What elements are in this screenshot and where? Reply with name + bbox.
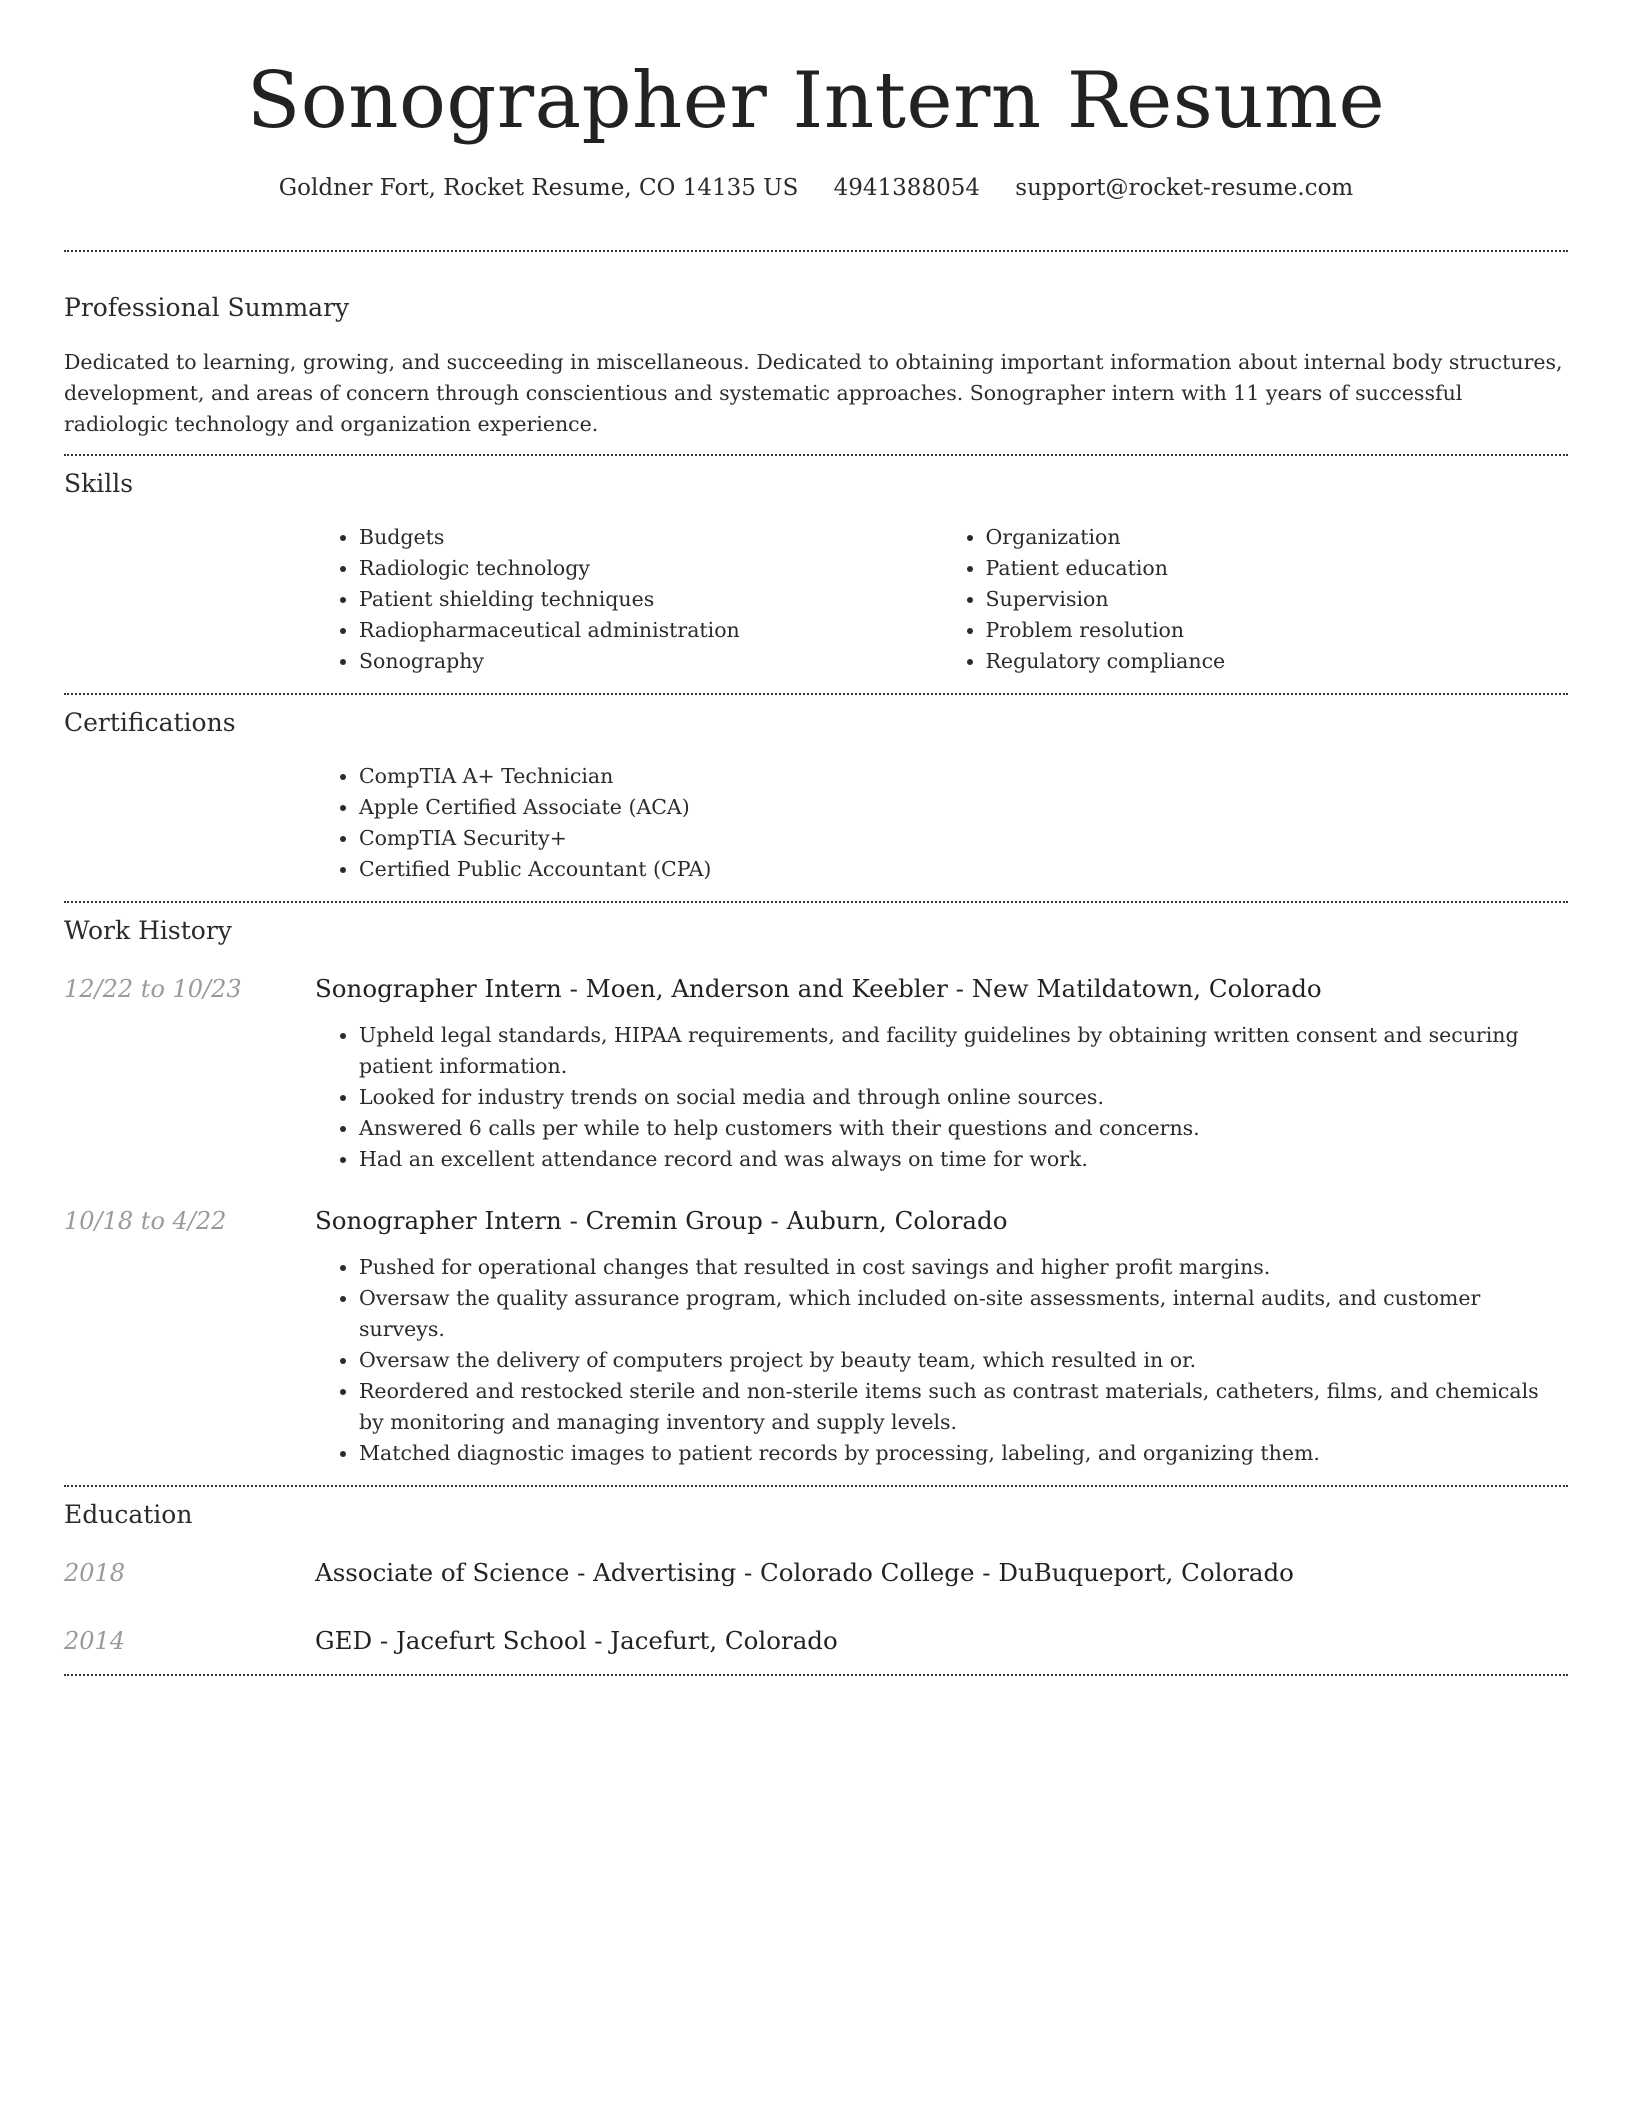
job-header (64, 972, 1568, 1006)
divider (64, 1485, 1568, 1487)
divider (64, 901, 1568, 903)
certifications-section (64, 706, 1568, 885)
job-entry (64, 972, 1568, 1175)
section-heading-work: Work History (64, 916, 232, 945)
list-item: • Oversaw the quality assurance program, which included on-site assessments, internal audits, and customer surveys. (359, 1283, 1568, 1345)
divider (64, 693, 1568, 695)
list-item: • Apple Certified Associate (ACA) (359, 792, 1568, 823)
certifications-list (315, 761, 1568, 885)
section-heading-certifications: Certifications (64, 708, 236, 737)
list-item: • Sonography (359, 646, 942, 677)
page-title: Sonographer Intern Resume (246, 56, 1386, 146)
job-dates: 12/22 to 10/23 (64, 975, 242, 1003)
section-heading-skills: Skills (64, 469, 134, 498)
list-item: • Matched diagnostic images to patient records by processing, labeling, and organizing them. (359, 1438, 1568, 1469)
education-entry (64, 1556, 1568, 1590)
contact-phone: 4941388054 (833, 175, 980, 201)
job-title: Sonographer Intern - Moen, Anderson and Keebler - New Matildatown, Colorado (315, 974, 1322, 1003)
divider (64, 250, 1568, 252)
divider (64, 1674, 1568, 1676)
job-bullets (315, 1252, 1568, 1469)
list-item: • CompTIA Security+ (359, 823, 1568, 854)
list-item: • Regulatory compliance (986, 646, 1569, 677)
skills-columns (315, 522, 1568, 677)
job-dates: 10/18 to 4/22 (64, 1207, 227, 1235)
list-item: • Upheld legal standards, HIPAA requirements, and facility guidelines by obtaining written consent and securing patient information. (359, 1020, 1568, 1082)
list-item: • Looked for industry trends on social media and through online sources. (359, 1082, 1568, 1113)
contact-address: Goldner Fort, Rocket Resume, CO 14135 US (278, 175, 799, 201)
education-section (64, 1498, 1568, 1658)
education-year: 2018 (64, 1559, 126, 1587)
list-item: • Budgets (359, 522, 942, 553)
list-item: • Had an excellent attendance record and was always on time for work. (359, 1144, 1568, 1175)
list-item: • Radiopharmaceutical administration (359, 615, 942, 646)
list-item: • Patient shielding techniques (359, 584, 942, 615)
summary-text: Dedicated to learning, growing, and succeeding in miscellaneous. Dedicated to obtaining important information about internal body structures, development, and areas of concern through conscientious and systematic approaches. Sonographer intern with 11 years of successful radiologic technology and organization experience. (64, 350, 1563, 436)
education-title: Associate of Science - Advertising - Colorado College - DuBuqueport, Colorado (315, 1558, 1294, 1587)
job-title: Sonographer Intern - Cremin Group - Auburn, Colorado (315, 1206, 1008, 1235)
education-year: 2014 (64, 1627, 126, 1655)
list-item: • Certified Public Accountant (CPA) (359, 854, 1568, 885)
education-entry (64, 1624, 1568, 1658)
job-bullets (315, 1020, 1568, 1175)
job-entry (64, 1204, 1568, 1469)
list-item: • CompTIA A+ Technician (359, 761, 1568, 792)
section-heading-education: Education (64, 1500, 193, 1529)
education-title: GED - Jacefurt School - Jacefurt, Colorado (315, 1626, 838, 1655)
skills-section (64, 467, 1568, 677)
skills-list-left (315, 522, 942, 677)
contact-email: support@rocket-resume.com (1015, 175, 1354, 201)
divider (64, 454, 1568, 456)
job-header (64, 1204, 1568, 1238)
resume-page (64, 0, 1568, 1676)
list-item: • Supervision (986, 584, 1569, 615)
list-item: • Pushed for operational changes that resulted in cost savings and higher profit margins. (359, 1252, 1568, 1283)
list-item: • Reordered and restocked sterile and non-sterile items such as contrast materials, catheters, films, and chemicals by monitoring and managing inventory and supply levels. (359, 1376, 1568, 1438)
list-item: • Patient education (986, 553, 1569, 584)
contact-line (64, 172, 1568, 204)
list-item: • Organization (986, 522, 1569, 553)
list-item: • Radiologic technology (359, 553, 942, 584)
list-item: • Answered 6 calls per while to help customers with their questions and concerns. (359, 1113, 1568, 1144)
skills-list-right (942, 522, 1569, 677)
section-heading-summary: Professional Summary (64, 293, 350, 322)
list-item: • Problem resolution (986, 615, 1569, 646)
list-item: • Oversaw the delivery of computers project by beauty team, which resulted in or. (359, 1345, 1568, 1376)
summary-section (64, 291, 1568, 440)
work-section (64, 914, 1568, 1469)
